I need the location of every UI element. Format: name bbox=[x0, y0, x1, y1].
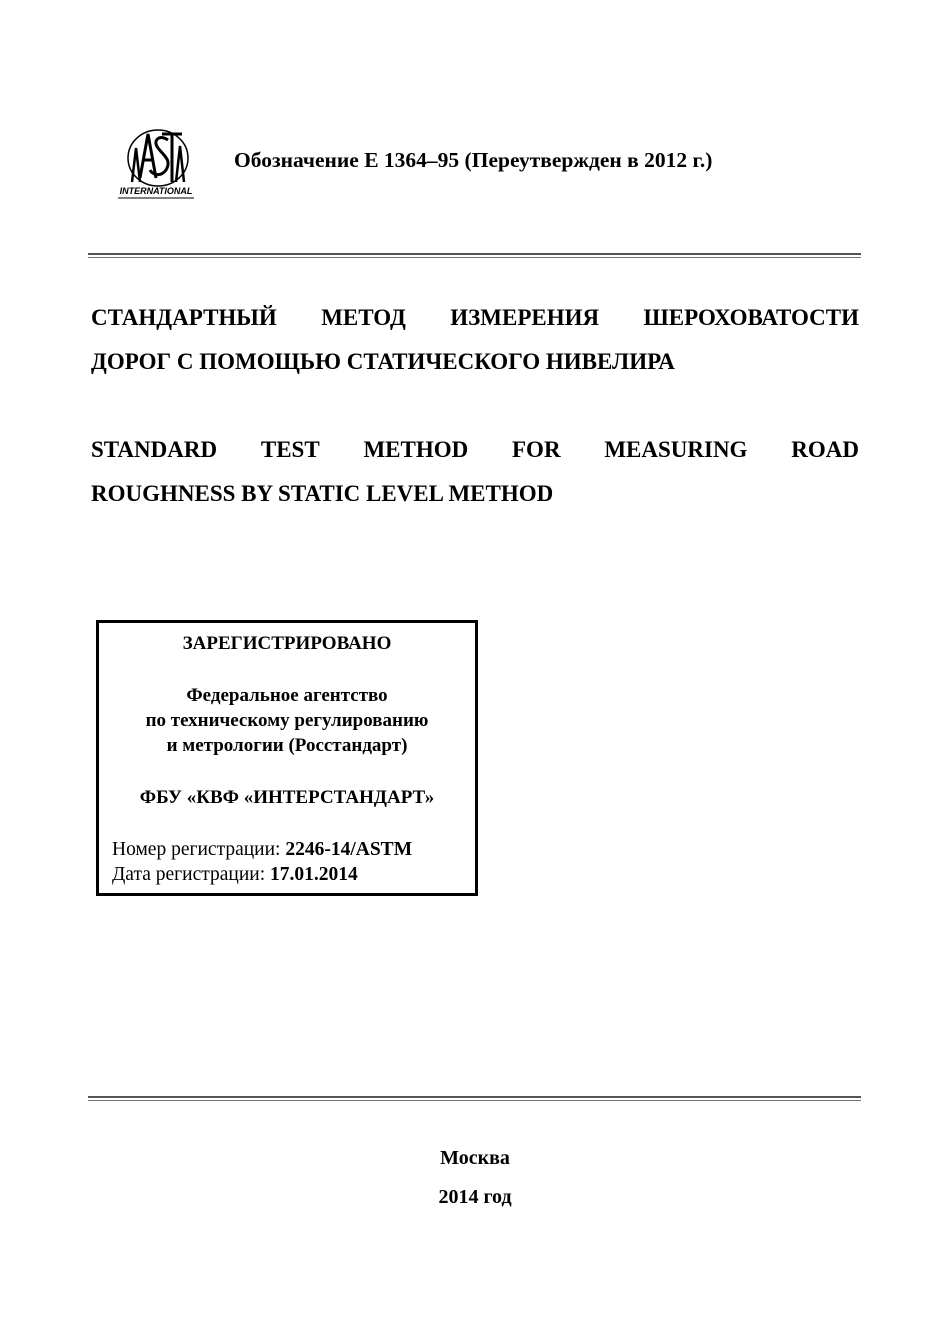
registration-agency bbox=[99, 683, 475, 758]
title-word: TEST bbox=[260, 437, 320, 462]
title-word: ШЕРОХОВАТОСТИ bbox=[643, 305, 859, 330]
registration-number-value: 2246-14/ASTM bbox=[285, 839, 413, 860]
registration-details bbox=[112, 837, 412, 887]
document-designation: Обозначение E 1364–95 (Переутвержден в 2012 г.) bbox=[234, 148, 713, 172]
svg-text:INTERNATIONAL: INTERNATIONAL bbox=[119, 186, 193, 196]
bottom-divider bbox=[88, 1096, 861, 1101]
astm-international-logo bbox=[110, 126, 200, 200]
agency-line: Федеральное агентство bbox=[186, 685, 388, 706]
registration-organization: ФБУ «КВФ «ИНТЕРСТАНДАРТ» bbox=[139, 787, 435, 808]
top-divider bbox=[88, 253, 861, 258]
registration-number-row bbox=[112, 837, 412, 862]
title-word: FOR bbox=[512, 437, 561, 462]
publication-year: 2014 год bbox=[438, 1186, 512, 1208]
title-word: СТАНДАРТНЫЙ bbox=[91, 305, 277, 330]
title-russian-line-2: ДОРОГ С ПОМОЩЬЮ СТАТИЧЕСКОГО НИВЕЛИРА bbox=[91, 349, 675, 374]
publication-city: Москва bbox=[440, 1147, 510, 1169]
registration-date-row bbox=[112, 862, 412, 887]
title-word: METHOD bbox=[363, 437, 469, 462]
title-english-line-1 bbox=[91, 428, 859, 472]
registration-heading: ЗАРЕГИСТРИРОВАНО bbox=[182, 633, 392, 654]
registration-date-value: 17.01.2014 bbox=[270, 864, 358, 885]
agency-line: по техническому регулированию bbox=[145, 710, 429, 731]
astm-logo-icon bbox=[110, 126, 200, 200]
title-english-line-2: ROUGHNESS BY STATIC LEVEL METHOD bbox=[91, 481, 554, 506]
title-word: STANDARD bbox=[91, 437, 218, 462]
title-word: ИЗМЕРЕНИЯ bbox=[450, 305, 600, 330]
title-word: МЕТОД bbox=[321, 305, 406, 330]
title-english bbox=[91, 428, 859, 516]
agency-line: и метрологии (Росстандарт) bbox=[166, 735, 408, 756]
registration-number-label: Номер регистрации: bbox=[112, 839, 281, 860]
title-russian bbox=[91, 296, 859, 384]
title-word: MEASURING bbox=[604, 437, 748, 462]
registration-stamp bbox=[96, 620, 478, 896]
registration-date-label: Дата регистрации: bbox=[112, 864, 266, 885]
title-word: ROAD bbox=[791, 437, 859, 462]
title-russian-line-1 bbox=[91, 296, 859, 340]
